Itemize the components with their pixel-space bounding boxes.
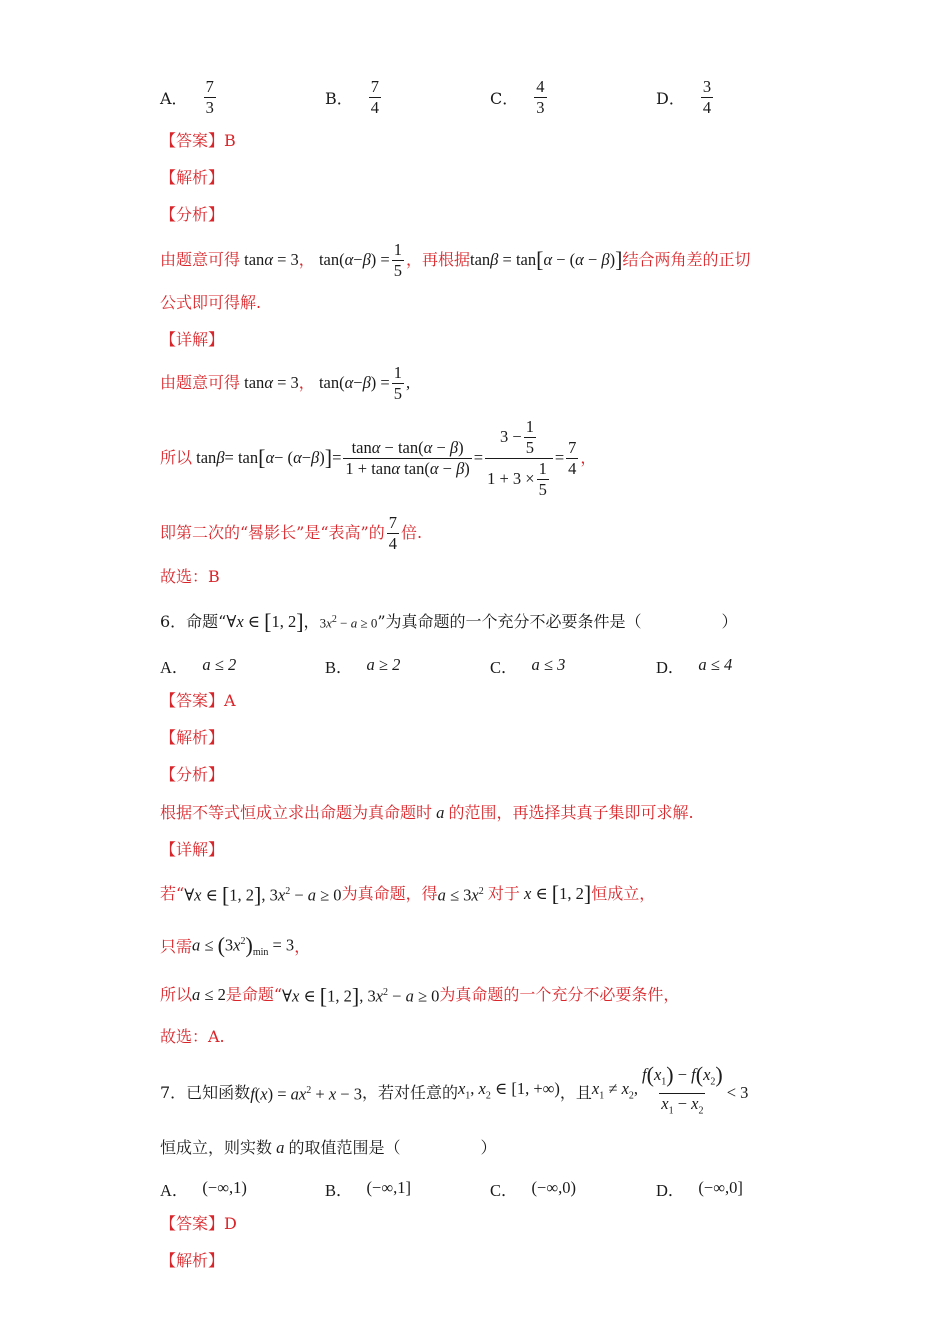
math-a: a — [436, 803, 445, 822]
math-tan-diff: tan( α − β ) = $\frac{1}{5}$ , — [314, 362, 411, 403]
q6-jiexi-heading: 【解析】 — [160, 728, 225, 747]
text-run: 的范围，再选择其真子集即可求解. — [448, 803, 694, 822]
math-fraction: $\frac{7}{4}$ — [388, 512, 397, 553]
q5-xj-line1 — [160, 363, 410, 403]
option-label: A． — [160, 89, 188, 108]
q6-fenxi-line — [160, 803, 694, 823]
comma: ， — [580, 448, 597, 467]
q5-fenxi-line1 — [160, 240, 750, 280]
q7-option-a — [160, 1177, 247, 1201]
q7-option-d — [656, 1177, 743, 1201]
option-label: B． — [325, 1181, 353, 1200]
text-run: 的取值范围是（ ） — [288, 1138, 497, 1157]
text-run: 7．已知函数 — [160, 1083, 251, 1102]
frac-num: 7 — [370, 77, 380, 96]
q7-jiexi-heading: 【解析】 — [160, 1251, 225, 1270]
frac-num: 4 — [536, 77, 545, 96]
math-tan-alpha: tanα = 3 — [240, 250, 299, 269]
math-ineq: $3x^2 - a \ge 0$ — [319, 614, 378, 631]
q5-answer: 【答案】B — [160, 131, 236, 150]
math-a-le-2: a ≤ 2 — [192, 984, 226, 1004]
text-run: 只需 — [160, 937, 193, 957]
q7-stem-line2 — [160, 1138, 497, 1158]
text-run: 6．命题“ — [160, 611, 227, 631]
text-run: 所以 — [160, 448, 193, 467]
q5-xj-line2 — [160, 416, 597, 499]
math-forall: ∀x ∈ [1, 2] — [226, 608, 304, 634]
q6-option-c — [490, 654, 565, 678]
text-run: ，且 — [559, 1083, 592, 1102]
text-run: ， — [294, 937, 311, 957]
option-expr: a ≤ 2 — [202, 654, 237, 674]
frac-den: 3 — [205, 98, 214, 117]
q5-fenxi-line2: 公式即可得解. — [160, 293, 262, 312]
q5-option-b — [325, 78, 383, 117]
option-expr: (−∞,0] — [698, 1177, 743, 1197]
option-label: C． — [490, 89, 519, 108]
math-domain: x ∈ [1, 2] — [523, 880, 592, 906]
text-run: ， — [298, 373, 315, 392]
q6-stem — [160, 610, 738, 633]
option-label: C． — [490, 658, 518, 677]
math-a: a — [276, 1138, 285, 1157]
math-cond: ∀x ∈ [1, 2], $3x^2 - a \ge 0$ — [282, 983, 440, 1009]
text-run: 恒成立， — [591, 883, 656, 903]
text-run: 是命题“ — [225, 984, 283, 1004]
math-cond: ∀x ∈ [1, 2], $3x^2 - a \ge 0$ — [184, 882, 342, 908]
q5-option-d — [656, 78, 715, 117]
option-label: B． — [325, 89, 353, 108]
option-label: D． — [656, 1181, 685, 1200]
q6-option-a — [160, 654, 236, 678]
option-expr: a ≤ 3 — [531, 654, 566, 674]
math-tan-diff: tan( α − β ) = $\frac{1}{5}$ — [314, 239, 402, 280]
q7-answer: 【答案】D — [160, 1214, 237, 1233]
q6-fenxi-heading: 【分析】 — [160, 765, 225, 784]
option-label: A． — [160, 1181, 189, 1200]
math-neq: $x_1 \ne x_2$, — [591, 1079, 639, 1102]
q6-xj-line1 — [160, 882, 655, 906]
q5-jiexi-heading: 【解析】 — [160, 168, 225, 187]
q6-option-d — [656, 654, 732, 678]
option-expr: (−∞,1) — [202, 1177, 247, 1197]
q5-option-a — [160, 78, 218, 117]
text-run: ，再根据 — [405, 250, 470, 269]
q7-option-b — [325, 1177, 411, 1201]
q5-xj-line3 — [160, 513, 422, 553]
q5-choose: 故选：B — [160, 567, 220, 586]
text-run: 恒成立，则实数 — [160, 1138, 273, 1157]
text-run: 所以 — [160, 984, 193, 1004]
option-label: D． — [656, 658, 685, 677]
q6-xj-line2 — [160, 932, 310, 963]
text-run: 由题意可得 — [160, 373, 241, 392]
q6-option-b — [325, 654, 400, 678]
option-expr: (−∞,0) — [531, 1177, 576, 1197]
text-run: 倍. — [400, 523, 423, 542]
math-a-le: $a \le 3x^2$ — [437, 885, 484, 905]
option-expr: a ≥ 2 — [366, 654, 401, 674]
q5-option-c — [490, 78, 549, 117]
text-run: 根据不等式恒成立求出命题为真命题时 — [160, 803, 433, 822]
frac-den: 3 — [536, 98, 545, 117]
text-run: 结合两角差的正切 — [622, 250, 751, 269]
q6-choose: 故选：A. — [160, 1027, 225, 1046]
text-run: ”为真命题的一个充分不必要条件是（ ） — [377, 611, 738, 631]
q5-xiangjie-heading: 【详解】 — [160, 330, 225, 349]
q7-stem-line1 — [160, 1062, 749, 1118]
option-label: C． — [490, 1181, 518, 1200]
q6-xj-line3 — [160, 983, 679, 1007]
math-slope: $\frac{f(x_1) - f(x_2)}{x_1 - x_2}$ < 3 — [638, 1066, 748, 1120]
text-run: ，若对任意的 — [361, 1083, 458, 1102]
math-domain: $x_1$, $x_2$ ∈ [1, +∞) — [457, 1079, 560, 1102]
option-expr: a ≤ 4 — [698, 654, 733, 674]
text-run: ， — [298, 250, 315, 269]
option-label: B． — [325, 658, 353, 677]
q6-answer: 【答案】A — [160, 691, 236, 710]
frac-den: 4 — [702, 98, 712, 117]
option-expr: (−∞,1] — [366, 1177, 411, 1197]
q7-option-c — [490, 1177, 576, 1201]
text-run: ， — [303, 611, 320, 631]
text-run: 即第二次的“晷影长”是“表高”的 — [160, 523, 385, 542]
math-derivation: tan β = tan [ α − ( α − β ) ] = $\frac{\tan\alpha - \tan(\alpha - \beta)}{\text{1 + tanα tan(α − β)}}$ = 3 − $\frac{1}{5}$ 1 + 3 × $\frac{1}{5}$ = $\frac{7}{4}$ — [192, 416, 577, 499]
math-function: $f(x) = ax^2 + x - 3$ — [250, 1084, 362, 1104]
option-label: D． — [656, 89, 685, 108]
math-min: $a \le (3x^2)_{min} = 3$ — [192, 932, 295, 958]
text-run: 对于 — [487, 883, 520, 903]
frac-num: 7 — [205, 77, 214, 96]
text-run: 为真命题的一个充分不必要条件， — [439, 984, 680, 1004]
math-tan-beta: tanβ = tan[α − (α − β)] — [470, 247, 623, 272]
text-run: 由题意可得 — [160, 250, 241, 269]
frac-den: 4 — [370, 98, 380, 117]
math-tan-alpha: tanα = 3 — [240, 373, 299, 392]
text-run: 若“ — [160, 883, 185, 903]
q6-xiangjie-heading: 【详解】 — [160, 840, 225, 859]
option-label: A． — [160, 658, 189, 677]
frac-num: 3 — [702, 77, 712, 96]
q5-fenxi-heading: 【分析】 — [160, 205, 225, 224]
text-run: 为真命题，得 — [341, 883, 438, 903]
